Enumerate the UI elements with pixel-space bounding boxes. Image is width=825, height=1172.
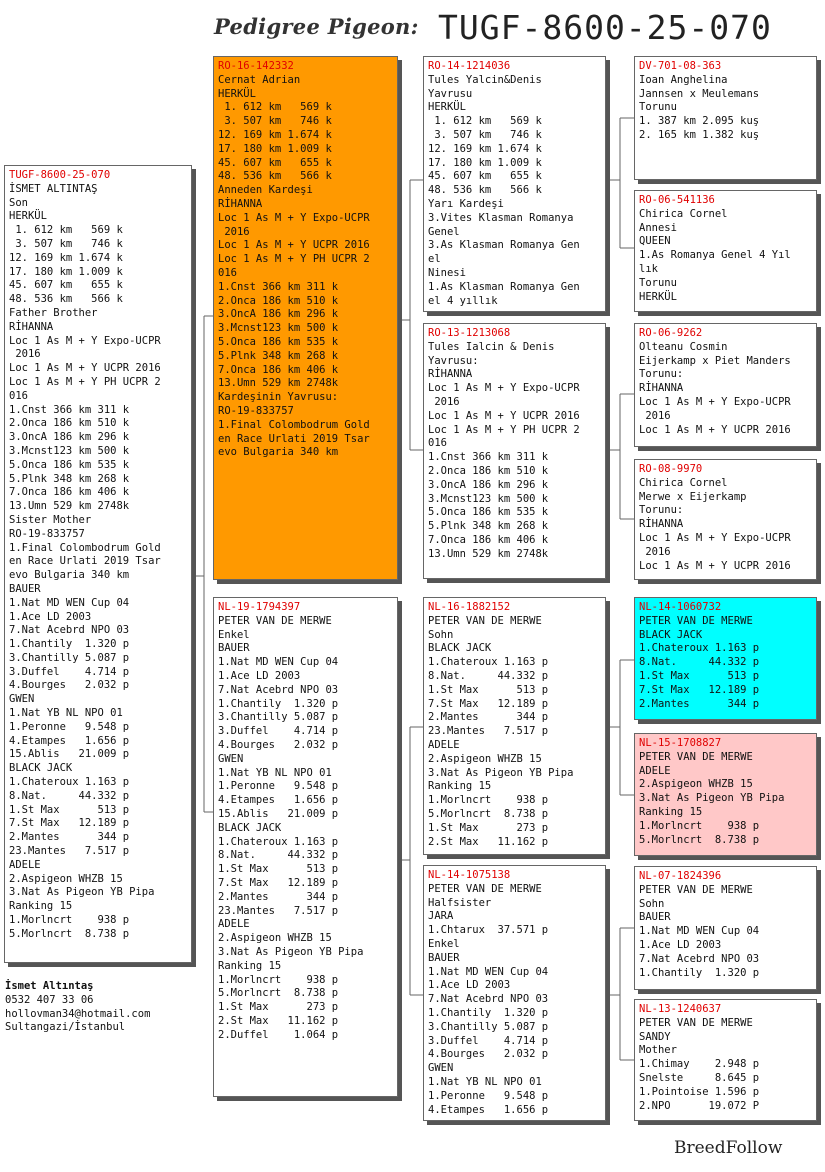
- card-line: 1.Nat YB NL NPO 01: [218, 766, 332, 779]
- card-line: Loc 1 As M + Y Expo-UCPR: [639, 395, 791, 408]
- dam-dam-card: [423, 865, 606, 1121]
- sire-sire-sire-card: [634, 56, 817, 180]
- card-line: Loc 1 As M + Y PH UCPR 2: [218, 253, 370, 266]
- card-line: Loc 1 As M + Y Expo-UCPR: [639, 531, 791, 544]
- card-line: 2016: [639, 409, 671, 422]
- card-line: 2.Aspigeon WHZB 15: [218, 932, 332, 945]
- card-line: Ranking 15: [218, 959, 282, 972]
- card-line: Ninesi: [428, 266, 466, 279]
- card-line: BLACK JACK: [639, 628, 703, 641]
- card-line: 2.Mantes 344 p: [218, 890, 339, 903]
- pedigree-label: Pedigree Pigeon:: [214, 14, 419, 39]
- card-line: PETER VAN DE MERWE: [428, 882, 542, 895]
- card-line: 3.Mcnst123 km 500 k: [428, 492, 549, 505]
- card-line: 2.NPO 19.072 P: [639, 1099, 760, 1112]
- sire-dam-card: [423, 323, 606, 579]
- card-line: BLACK JACK: [428, 642, 492, 655]
- card-line: Torunu:: [639, 504, 684, 517]
- card-line: 7.Nat Acebrd NPO 03: [428, 993, 549, 1006]
- card-line: 5.Onca 186 km 535 k: [428, 506, 549, 519]
- dam-card: [213, 597, 398, 1097]
- card-line: RİHANNA: [639, 382, 684, 395]
- card-line: 1.Cnst 366 km 311 k: [9, 403, 130, 416]
- card-line: 2.St Max 11.162 p: [218, 1014, 339, 1027]
- card-line: RİHANNA: [639, 518, 684, 531]
- card-line: 15.Ablis 21.009 p: [218, 807, 339, 820]
- card-line: 7.Onca 186 km 406 k: [9, 486, 130, 499]
- card-line: 2. 165 km 1.382 kuş: [639, 128, 760, 141]
- card-line: PETER VAN DE MERWE: [639, 614, 753, 627]
- ring-number: NL-13-1240637: [639, 1003, 722, 1015]
- card-line: 5.Plnk 348 km 268 k: [9, 472, 130, 485]
- card-line: Enkel: [218, 628, 250, 641]
- card-line: 1.Nat MD WEN Cup 04: [218, 656, 339, 669]
- card-line: 2.Aspigeon WHZB 15: [428, 752, 542, 765]
- card-line: 4.Etampes 1.656 p: [428, 1103, 549, 1116]
- card-line: 2.Aspigeon WHZB 15: [639, 778, 753, 791]
- card-line: RİHANNA: [428, 368, 473, 381]
- card-line: 7.St Max 12.189 p: [639, 683, 760, 696]
- card-line: Halfsister: [428, 896, 492, 909]
- card-line: Chirica Cornel: [639, 476, 728, 489]
- ring-number: RO-06-541136: [639, 194, 715, 206]
- dam-sire-sire-card: [634, 597, 817, 720]
- card-line: 3.Nat As Pigeon YB Pipa: [639, 792, 785, 805]
- card-line: Loc 1 As M + Y PH UCPR 2: [428, 423, 580, 436]
- card-line: 1.St Max 513 p: [639, 669, 760, 682]
- card-line: 7.Onca 186 km 406 k: [428, 533, 549, 546]
- card-line: 7.Nat Acebrd NPO 03: [9, 624, 130, 637]
- card-line: en Race Urlati 2019 Tsar: [9, 555, 161, 568]
- card-line: 016: [9, 389, 28, 402]
- card-line: 5.Onca 186 km 535 k: [218, 335, 339, 348]
- card-line: PETER VAN DE MERWE: [639, 750, 753, 763]
- ring-number: RO-08-9970: [639, 463, 703, 475]
- card-line: Loc 1 As M + Y Expo-UCPR: [428, 382, 580, 395]
- card-line: Torunu: [639, 101, 677, 114]
- card-line: HERKÜL: [218, 87, 256, 100]
- card-line: 7.Nat Acebrd NPO 03: [218, 683, 339, 696]
- card-line: 1.Chtarux 37.571 p: [428, 924, 549, 937]
- card-line: 2.Onca 186 km 510 k: [9, 417, 130, 430]
- card-line: Cernat Adrian: [218, 73, 301, 86]
- card-line: 13.Umn 529 km 2748k: [428, 547, 549, 560]
- card-line: 13.Umn 529 km 2748k: [9, 500, 130, 513]
- card-line: 1.St Max 513 p: [218, 863, 339, 876]
- card-line: 48. 536 km 566 k: [428, 184, 542, 197]
- card-line: 1.Nat YB NL NPO 01: [9, 707, 123, 720]
- card-line: QUEEN: [639, 235, 671, 248]
- card-line: 1.Nat MD WEN Cup 04: [428, 965, 549, 978]
- card-line: Yarı Kardeşi: [428, 197, 504, 210]
- card-line: 5.Plnk 348 km 268 k: [218, 349, 339, 362]
- card-line: 3.Duffel 4.714 p: [218, 725, 339, 738]
- card-line: 1.Ace LD 2003: [218, 669, 301, 682]
- card-line: Loc 1 As M + Y Expo-UCPR: [9, 334, 161, 347]
- card-line: Loc 1 As M + Y UCPR 2016: [639, 423, 791, 436]
- card-line: 1.As Klasman Romanya Gen: [428, 280, 580, 293]
- card-line: 1.Chimay 2.948 p: [639, 1058, 760, 1071]
- card-line: Loc 1 As M + Y UCPR 2016: [639, 559, 791, 572]
- card-line: 17. 180 km 1.009 k: [9, 265, 123, 278]
- card-line: 3.Mcnst123 km 500 k: [218, 322, 339, 335]
- card-line: 1.Nat MD WEN Cup 04: [639, 925, 760, 938]
- card-line: 45. 607 km 655 k: [9, 279, 123, 292]
- card-line: GWEN: [218, 752, 244, 765]
- card-line: 1.Morlncrt 938 p: [9, 914, 130, 927]
- card-line: GWEN: [9, 693, 35, 706]
- card-line: 3. 507 km 746 k: [9, 237, 123, 250]
- card-line: RO-19-833757: [9, 527, 85, 540]
- card-line: Torunu: [639, 276, 677, 289]
- card-line: 2016: [428, 395, 460, 408]
- card-line: Sohn: [639, 897, 665, 910]
- card-line: Annesi: [639, 221, 677, 234]
- card-line: 016: [218, 266, 237, 279]
- card-line: 1. 612 km 569 k: [218, 101, 332, 114]
- ring-number: DV-701-08-363: [639, 60, 722, 72]
- card-line: en Race Urlati 2019 Tsar: [218, 432, 370, 445]
- card-line: ADELE: [9, 858, 41, 871]
- card-line: Loc 1 As M + Y PH UCPR 2: [9, 375, 161, 388]
- card-line: el: [428, 253, 441, 266]
- card-line: 23.Mantes 7.517 p: [218, 904, 339, 917]
- ring-number: TUGF-8600-25-070: [9, 169, 111, 181]
- card-line: 13.Umn 529 km 2748k: [218, 377, 339, 390]
- card-line: 48. 536 km 566 k: [9, 293, 123, 306]
- card-line: Loc 1 As M + Y UCPR 2016: [428, 409, 580, 422]
- card-line: Sohn: [428, 628, 454, 641]
- card-line: Torunu:: [639, 368, 684, 381]
- card-line: 3.As Klasman Romanya Gen: [428, 239, 580, 252]
- card-line: 23.Mantes 7.517 p: [9, 845, 130, 858]
- card-line: 1.Nat MD WEN Cup 04: [9, 596, 130, 609]
- card-line: evo Bulgaria 340 km: [218, 446, 339, 459]
- card-line: 2.St Max 11.162 p: [428, 835, 549, 848]
- card-line: 1.St Max 513 p: [428, 683, 549, 696]
- owner-email: hollovman34@hotmail.com: [5, 1007, 151, 1020]
- card-line: BLACK JACK: [218, 821, 282, 834]
- card-line: 1.Chateroux 1.163 p: [218, 835, 339, 848]
- card-line: 4.Bourges 2.032 p: [9, 679, 130, 692]
- card-line: 2016: [9, 348, 41, 361]
- owner-phone: 0532 407 33 06: [5, 993, 94, 1006]
- card-line: el 4 yıllık: [428, 294, 498, 307]
- card-line: Snelste 8.645 p: [639, 1071, 760, 1084]
- dam-dam-sire-card: [634, 866, 817, 990]
- card-line: 7.St Max 12.189 p: [218, 876, 339, 889]
- card-line: 4.Bourges 2.032 p: [218, 738, 339, 751]
- owner-info: [5, 980, 150, 1035]
- card-line: 1.Peronne 9.548 p: [9, 720, 130, 733]
- card-line: 7.St Max 12.189 p: [9, 817, 130, 830]
- card-line: 15.Ablis 21.009 p: [9, 748, 130, 761]
- subject-ring-number: TUGF-8600-25-070: [438, 8, 772, 47]
- card-line: 1.Cnst 366 km 311 k: [428, 451, 549, 464]
- card-line: 1.Ace LD 2003: [639, 938, 722, 951]
- card-line: 3.Chantilly 5.087 p: [218, 711, 339, 724]
- card-line: 1.Ace LD 2003: [428, 979, 511, 992]
- card-line: Ioan Anghelina: [639, 73, 728, 86]
- card-line: 3.Nat As Pigeon YB Pipa: [428, 766, 574, 779]
- card-line: 7.Nat Acebrd NPO 03: [639, 952, 760, 965]
- card-line: 2.Mantes 344 p: [639, 697, 760, 710]
- card-line: 3.Mcnst123 km 500 k: [9, 444, 130, 457]
- card-line: ADELE: [218, 918, 250, 931]
- card-line: 2.Onca 186 km 510 k: [428, 464, 549, 477]
- card-line: 7.Onca 186 km 406 k: [218, 363, 339, 376]
- card-line: 8.Nat. 44.332 p: [9, 789, 130, 802]
- card-line: evo Bulgaria 340 km: [9, 569, 130, 582]
- card-line: 12. 169 km 1.674 k: [428, 142, 542, 155]
- ring-number: NL-16-1882152: [428, 601, 511, 613]
- card-line: 3.Duffel 4.714 p: [9, 665, 130, 678]
- card-line: Sister Mother: [9, 513, 92, 526]
- card-line: 3.Nat As Pigeon YB Pipa: [218, 945, 364, 958]
- card-line: 1.Final Colombodrum Gold: [218, 418, 370, 431]
- card-line: HERKÜL: [639, 290, 677, 303]
- card-line: 1.Chateroux 1.163 p: [9, 776, 130, 789]
- card-line: 2.Onca 186 km 510 k: [218, 294, 339, 307]
- card-line: 5.Onca 186 km 535 k: [9, 458, 130, 471]
- card-line: 1. 387 km 2.095 kuş: [639, 115, 760, 128]
- card-line: SANDY: [639, 1030, 671, 1043]
- card-line: Ranking 15: [9, 900, 73, 913]
- ring-number: NL-14-1060732: [639, 601, 722, 613]
- card-line: 2.Duffel 1.064 p: [218, 1028, 339, 1041]
- card-line: 1.As Romanya Genel 4 Yıl: [639, 249, 791, 262]
- card-line: GWEN: [428, 1062, 454, 1075]
- card-line: Ranking 15: [428, 780, 492, 793]
- card-line: 3.Chantilly 5.087 p: [9, 651, 130, 664]
- brand-logo-text: BreedFollow: [674, 1138, 783, 1158]
- card-line: 1.Final Colombodrum Gold: [9, 541, 161, 554]
- card-line: Yavrusu:: [428, 354, 479, 367]
- card-line: RO-19-833757: [218, 404, 294, 417]
- dam-dam-dam-card: [634, 999, 817, 1121]
- sire-sire-card: [423, 56, 606, 312]
- owner-name: İsmet Altıntaş: [5, 980, 94, 992]
- ring-number: RO-16-142332: [218, 60, 294, 72]
- card-line: Tules Yalcin&Denis: [428, 73, 542, 86]
- card-line: Loc 1 As M + Y Expo-UCPR: [218, 211, 370, 224]
- subject-card: [4, 165, 192, 963]
- card-line: 3.Duffel 4.714 p: [428, 1034, 549, 1047]
- card-line: 1.Chantily 1.320 p: [9, 638, 130, 651]
- card-line: Tules Ialcin & Denis: [428, 340, 555, 353]
- card-line: 3.Chantilly 5.087 p: [428, 1020, 549, 1033]
- card-line: 4.Etampes 1.656 p: [218, 794, 339, 807]
- card-line: 1.St Max 513 p: [9, 803, 130, 816]
- card-line: 1.Chantily 1.320 p: [218, 697, 339, 710]
- card-line: 1.Chantily 1.320 p: [639, 966, 760, 979]
- card-line: Merwe x Eijerkamp: [639, 490, 747, 503]
- card-line: 4.Etampes 1.656 p: [9, 734, 130, 747]
- card-line: Son: [9, 196, 28, 209]
- card-line: Eijerkamp x Piet Manders: [639, 354, 791, 367]
- card-line: 8.Nat. 44.332 p: [218, 849, 339, 862]
- card-line: 1.St Max 273 p: [218, 1001, 339, 1014]
- card-line: 1. 612 km 569 k: [9, 224, 123, 237]
- card-line: Loc 1 As M + Y UCPR 2016: [9, 362, 161, 375]
- card-line: Loc 1 As M + Y UCPR 2016: [218, 239, 370, 252]
- card-line: 1.Morlncrt 938 p: [218, 973, 339, 986]
- card-line: 1.Chateroux 1.163 p: [639, 642, 760, 655]
- card-line: 3.OncA 186 km 296 k: [218, 308, 339, 321]
- card-line: 2016: [218, 225, 250, 238]
- card-line: 2.Mantes 344 p: [9, 831, 130, 844]
- card-line: 5.Morlncrt 8.738 p: [428, 807, 549, 820]
- card-line: 4.Bourges 2.032 p: [428, 1048, 549, 1061]
- card-line: 5.Morlncrt 8.738 p: [639, 833, 760, 846]
- card-line: 5.Plnk 348 km 268 k: [428, 520, 549, 533]
- card-line: 1.Morlncrt 938 p: [639, 819, 760, 832]
- card-line: 1.Peronne 9.548 p: [218, 780, 339, 793]
- card-line: ADELE: [639, 764, 671, 777]
- card-line: 2016: [639, 545, 671, 558]
- card-line: 17. 180 km 1.009 k: [428, 156, 542, 169]
- card-line: BAUER: [9, 582, 41, 595]
- card-line: 12. 169 km 1.674 k: [218, 128, 332, 141]
- card-line: BAUER: [639, 911, 671, 924]
- card-line: 1.Ace LD 2003: [9, 610, 92, 623]
- card-line: Jannsen x Meulemans: [639, 87, 760, 100]
- ring-number: NL-14-1075138: [428, 869, 511, 881]
- card-line: Chirica Cornel: [639, 207, 728, 220]
- ring-number: RO-14-1214036: [428, 60, 511, 72]
- card-line: 1.Peronne 9.548 p: [428, 1089, 549, 1102]
- card-line: 3.OncA 186 km 296 k: [9, 431, 130, 444]
- ring-number: RO-06-9262: [639, 327, 703, 339]
- card-line: 1.Morlncrt 938 p: [428, 794, 549, 807]
- card-line: 3.OncA 186 km 296 k: [428, 478, 549, 491]
- sire-dam-sire-card: [634, 323, 817, 447]
- card-line: Father Brother: [9, 306, 98, 319]
- card-line: 45. 607 km 655 k: [218, 156, 332, 169]
- card-line: ADELE: [428, 738, 460, 751]
- card-line: RİHANNA: [218, 197, 263, 210]
- card-line: Kardeşinin Yavrusu:: [218, 391, 339, 404]
- card-line: 1.Nat YB NL NPO 01: [428, 1075, 542, 1088]
- card-line: HERKÜL: [428, 101, 466, 114]
- ring-number: RO-13-1213068: [428, 327, 511, 339]
- card-line: 3. 507 km 746 k: [218, 115, 332, 128]
- card-line: Anneden Kardeşi: [218, 184, 313, 197]
- card-line: 5.Morlncrt 8.738 p: [9, 927, 130, 940]
- dam-sire-dam-card: [634, 733, 817, 856]
- sire-card: [213, 56, 398, 580]
- card-line: 3.Vites Klasman Romanya: [428, 211, 574, 224]
- card-line: lık: [639, 262, 658, 275]
- card-line: BLACK JACK: [9, 762, 73, 775]
- card-line: RİHANNA: [9, 320, 54, 333]
- card-line: BAUER: [428, 951, 460, 964]
- ring-number: NL-19-1794397: [218, 601, 301, 613]
- card-line: 5.Morlncrt 8.738 p: [218, 987, 339, 1000]
- card-line: 17. 180 km 1.009 k: [218, 142, 332, 155]
- card-line: PETER VAN DE MERWE: [639, 1016, 753, 1029]
- card-line: Enkel: [428, 937, 460, 950]
- card-line: 3. 507 km 746 k: [428, 128, 542, 141]
- card-line: Mother: [639, 1044, 677, 1057]
- card-line: BAUER: [218, 642, 250, 655]
- sire-dam-dam-card: [634, 459, 817, 580]
- card-line: Olteanu Cosmin: [639, 340, 728, 353]
- card-line: Yavrusu: [428, 87, 473, 100]
- dam-sire-card: [423, 597, 606, 855]
- card-line: İSMET ALTINTAŞ: [9, 182, 98, 195]
- card-line: 48. 536 km 566 k: [218, 170, 332, 183]
- card-line: HERKÜL: [9, 210, 47, 223]
- card-line: 1.Chantily 1.320 p: [428, 1006, 549, 1019]
- ring-number: NL-07-1824396: [639, 870, 722, 882]
- card-line: 1.Chateroux 1.163 p: [428, 656, 549, 669]
- card-line: PETER VAN DE MERWE: [639, 883, 753, 896]
- card-line: 1.Cnst 366 km 311 k: [218, 280, 339, 293]
- card-line: 1.St Max 273 p: [428, 821, 549, 834]
- card-line: JARA: [428, 910, 454, 923]
- card-line: 8.Nat. 44.332 p: [428, 669, 549, 682]
- card-line: 1.Pointoise 1.596 p: [639, 1085, 760, 1098]
- sire-sire-dam-card: [634, 190, 817, 312]
- card-line: 2.Aspigeon WHZB 15: [9, 872, 123, 885]
- card-line: 016: [428, 437, 447, 450]
- card-line: 8.Nat. 44.332 p: [639, 656, 760, 669]
- card-line: 2.Mantes 344 p: [428, 711, 549, 724]
- card-line: 3.Nat As Pigeon YB Pipa: [9, 886, 155, 899]
- owner-location: Sultangazi/İstanbul: [5, 1021, 126, 1034]
- card-line: PETER VAN DE MERWE: [428, 614, 542, 627]
- card-line: 12. 169 km 1.674 k: [9, 251, 123, 264]
- ring-number: NL-15-1708827: [639, 737, 722, 749]
- card-line: Genel: [428, 225, 460, 238]
- card-line: 7.St Max 12.189 p: [428, 697, 549, 710]
- card-line: Ranking 15: [639, 805, 703, 818]
- card-line: PETER VAN DE MERWE: [218, 614, 332, 627]
- card-line: 23.Mantes 7.517 p: [428, 725, 549, 738]
- card-line: 45. 607 km 655 k: [428, 170, 542, 183]
- card-line: 1. 612 km 569 k: [428, 115, 542, 128]
